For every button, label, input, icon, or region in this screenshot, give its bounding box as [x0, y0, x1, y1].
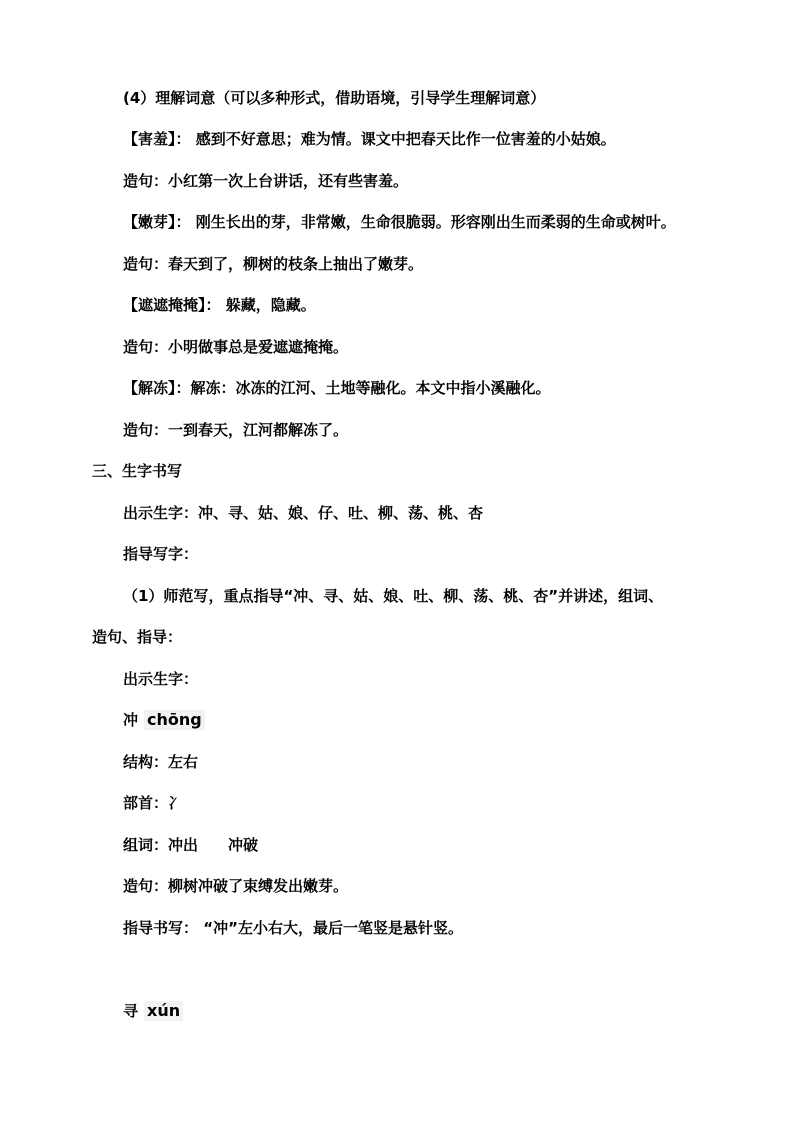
character-radical: 部首：冫: [123, 794, 184, 812]
word-combination: 冲破: [228, 836, 259, 854]
writing-guide-step: （1）师范写，重点指导“冲、寻、姑、娘、吐、柳、荡、桃、杏”并讲述，组词、: [123, 587, 664, 605]
character-heading: [123, 1001, 183, 1021]
section-heading: (4）理解词意（可以多种形式，借助语境，引导学生理解词意）: [123, 89, 546, 107]
character: 寻: [123, 1002, 139, 1020]
writing-tip: 指导书写： “冲”左小右大，最后一笔竖是悬针竖。: [123, 919, 463, 937]
word-combinations: [123, 835, 258, 855]
sentence-example: 造句：小明做事总是爱遮遮掩掩。: [123, 338, 349, 356]
pinyin: chōng: [144, 710, 205, 730]
writing-guide-label: 指导写字：: [123, 545, 199, 563]
word-combination: 组词：冲出: [123, 836, 199, 854]
sentence-example: 造句：一到春天，江河都解冻了。: [123, 421, 349, 439]
character: 冲: [123, 711, 139, 729]
word-definition-haixiu: 【害羞】： 感到不好意思；难为情。课文中把春天比作一位害羞的小姑娘。: [123, 130, 616, 148]
section-title: 三、生字书写: [92, 462, 183, 480]
characters-list: 出示生字：冲、寻、姑、娘、仔、吐、柳、荡、桃、杏: [123, 504, 484, 522]
sentence-example: 造句：春天到了，柳树的枝条上抽出了嫩芽。: [123, 255, 424, 273]
pinyin: xún: [144, 1001, 183, 1021]
sentence-example: 造句：小红第一次上台讲话，还有些害羞。: [123, 172, 409, 190]
character-structure: 结构：左右: [123, 753, 199, 771]
word-definition-nenya: 【嫩芽】： 刚生长出的芽，非常嫩，生命很脆弱。形容刚出生而柔弱的生命或树叶。: [123, 213, 676, 231]
word-definition-zhezhe: 【遮遮掩掩】： 躲藏，隐藏。: [123, 296, 316, 314]
writing-guide-step-cont: 造句、指导：: [92, 628, 183, 646]
word-definition-jiedong: 【解冻】：解冻：冰冻的江河、土地等融化。本文中指小溪融化。: [123, 379, 551, 397]
character-heading: [123, 710, 205, 730]
sentence-example: 造句：柳树冲破了束缚发出嫩芽。: [123, 877, 349, 895]
show-characters-label: 出示生字：: [123, 670, 199, 688]
